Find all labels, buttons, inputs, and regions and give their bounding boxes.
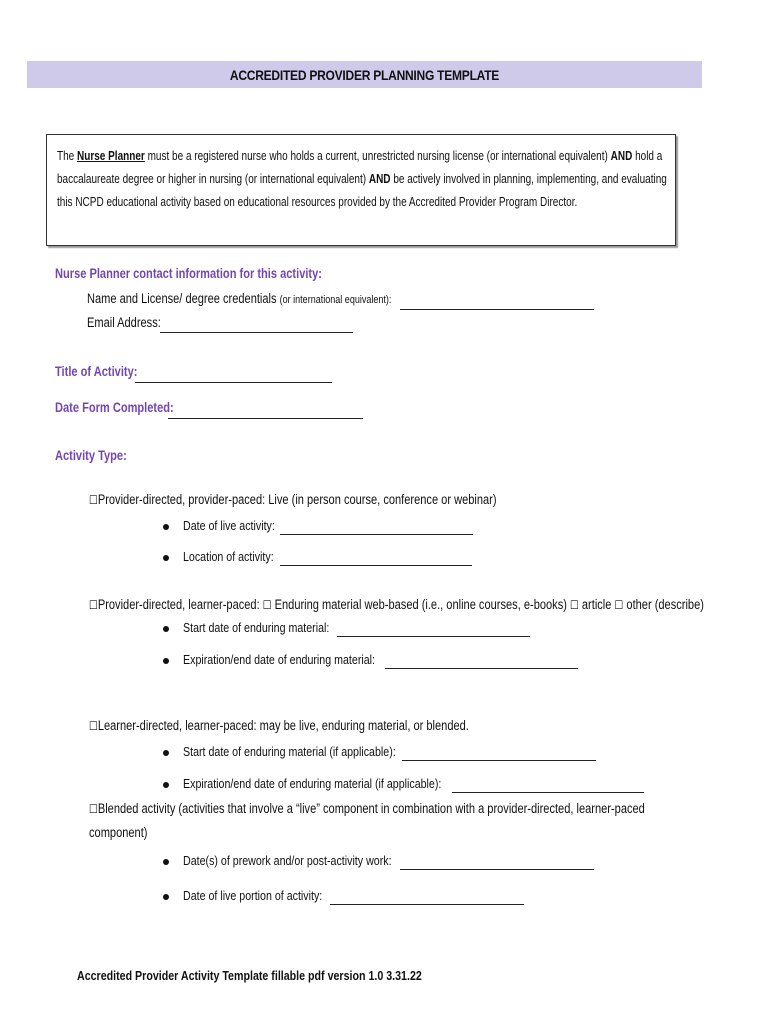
name-credentials-label: Name and License/ degree credentials: [87, 291, 280, 306]
prework-date-row: [163, 853, 437, 868]
name-credentials-note: (or international equivalent):: [279, 294, 392, 306]
checkbox-article[interactable]: ☐: [569, 598, 579, 612]
checkbox-enduring-web[interactable]: ☐: [262, 598, 272, 612]
learner-start-row: [163, 744, 442, 759]
bullet-dot: [163, 524, 169, 530]
nurse-planner-notice: [46, 134, 676, 246]
checkbox-learner-directed[interactable]: ☐: [89, 719, 98, 733]
learner-end-field[interactable]: [452, 780, 644, 793]
notice-line-3: this NCPD educational activity based on educational resources provided by the Accredited Provider Program Director.: [57, 195, 578, 209]
notice-line-1: The Nurse Planner must be a registered nurse who holds a current, unrestricted nursing license (or international equivalent) AND hold a: [57, 149, 663, 163]
contact-heading: Nurse Planner contact information for this activity:: [55, 266, 322, 281]
option-provider-directed-provider-paced: ☐Provider-directed, provider-paced: Live (in person course, conference or webinar): [89, 492, 497, 507]
page-title: ACCREDITED PROVIDER PLANNING TEMPLATE: [229, 66, 500, 83]
learner-end-row: [163, 776, 498, 791]
option-provider-directed-learner-paced: ☐Provider-directed, learner-paced: ☐ Enduring material web-based (i.e., online courses, e-books) ☐ article ☐ other (describe): [89, 597, 704, 612]
date-form-completed-field[interactable]: [168, 406, 363, 419]
prework-date-label: Date(s) of prework and/or post-activity work:: [183, 853, 392, 868]
enduring-start-row: [163, 620, 362, 635]
location-label: Location of activity:: [183, 549, 274, 564]
bullet-dot: [163, 750, 169, 756]
live-date-row: [163, 518, 295, 533]
title-band: [27, 61, 702, 88]
location-field[interactable]: [280, 553, 472, 566]
checkbox-other[interactable]: ☐: [614, 598, 624, 612]
enduring-start-field[interactable]: [337, 624, 530, 637]
checkbox-blended[interactable]: ☐: [89, 802, 98, 816]
prework-date-field[interactable]: [400, 857, 594, 870]
title-of-activity-label: Title of Activity:: [55, 364, 138, 379]
live-date-field[interactable]: [280, 522, 473, 535]
location-row: [163, 549, 294, 564]
option-blended: ☐Blended activity (activities that involve a “live” component in combination with a provider-directed, learner-paced: [89, 801, 645, 816]
checkbox-provider-paced[interactable]: ☐: [89, 493, 98, 507]
title-of-activity-field[interactable]: [135, 370, 332, 383]
bullet-dot: [163, 658, 169, 664]
learner-start-label: Start date of enduring material (if applicable):: [183, 744, 396, 759]
checkbox-learner-paced[interactable]: ☐: [89, 598, 98, 612]
name-credentials-field[interactable]: [400, 297, 594, 310]
footer-version: Accredited Provider Activity Template fillable pdf version 1.0 3.31.22: [77, 968, 422, 983]
learner-start-field[interactable]: [402, 748, 596, 761]
bullet-dot: [163, 626, 169, 632]
activity-type-label: Activity Type:: [55, 448, 127, 463]
option-blended-cont: component): [89, 825, 148, 840]
date-form-completed-label: Date Form Completed:: [55, 400, 174, 415]
option-learner-directed: ☐Learner-directed, learner-paced: may be live, enduring material, or blended.: [89, 718, 469, 733]
email-label: Email Address:: [87, 315, 161, 330]
bullet-dot: [163, 894, 169, 900]
live-portion-label: Date of live portion of activity:: [183, 888, 323, 903]
bullet-dot: [163, 859, 169, 865]
bullet-dot: [163, 555, 169, 561]
enduring-end-field[interactable]: [385, 656, 578, 669]
enduring-end-row: [163, 652, 417, 667]
email-field[interactable]: [160, 320, 353, 333]
nurse-planner-term: Nurse Planner: [77, 149, 145, 163]
enduring-end-label: Expiration/end date of enduring material:: [183, 652, 376, 667]
learner-end-label: Expiration/end date of enduring material (if applicable):: [183, 776, 442, 791]
live-portion-field[interactable]: [330, 892, 524, 905]
notice-line-2: baccalaureate degree or higher in nursing (or international equivalent) AND be actively involved in planning, implementing, and evaluating: [57, 172, 667, 186]
live-portion-row: [163, 888, 353, 903]
enduring-start-label: Start date of enduring material:: [183, 620, 330, 635]
bullet-dot: [163, 782, 169, 788]
live-date-label: Date of live activity:: [183, 518, 275, 533]
